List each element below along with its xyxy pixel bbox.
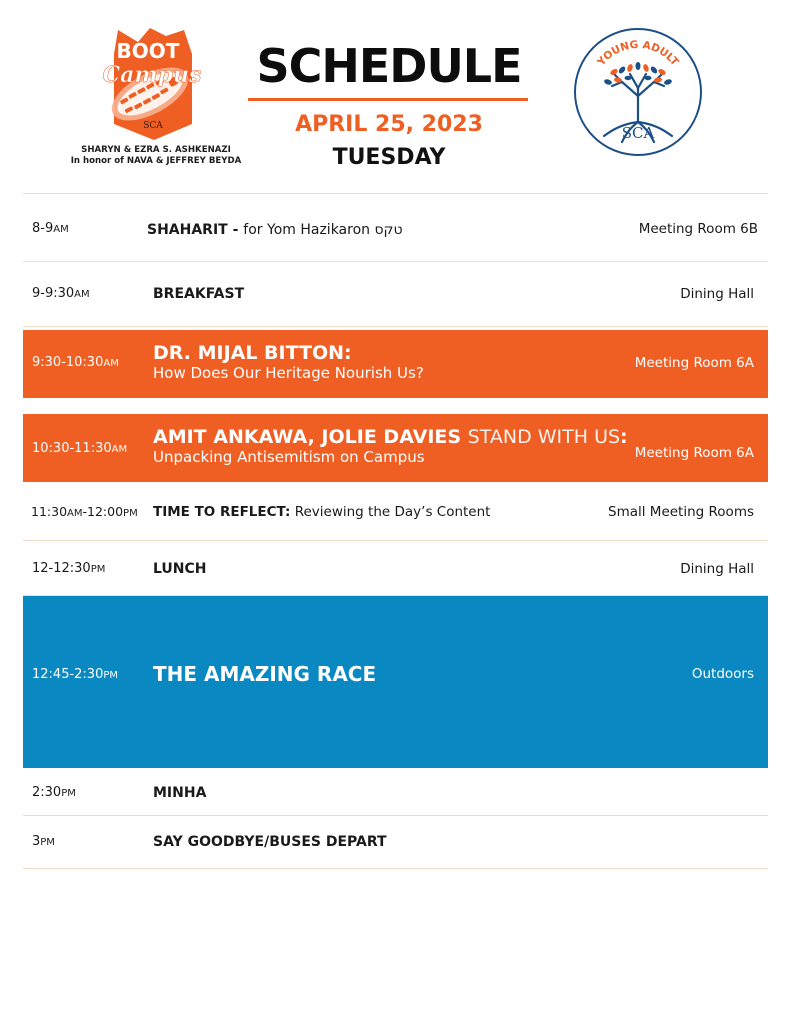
logo-right-mark: SCA [621, 124, 655, 142]
event-day: TUESDAY [332, 145, 446, 170]
row-location: Outdoors [691, 666, 754, 682]
page-title: SCHEDULE [256, 39, 522, 93]
row-event: LUNCH [153, 561, 207, 577]
schedule-row-feature [23, 596, 768, 768]
row-location: Dining Hall [680, 561, 754, 577]
logo-right-arc-text: YOUNG ADULT [595, 38, 681, 69]
sponsor-line-1: SHARYN & EZRA S. ASHKENAZI [81, 145, 231, 155]
title-underline [248, 98, 528, 101]
row-time: 9-9:30AM [32, 286, 90, 301]
row-time: 12-12:30PM [32, 561, 106, 576]
row-time: 9:30-10:30AM [32, 355, 119, 370]
row-event: TIME TO REFLECT: Reviewing the Day’s Content [153, 504, 491, 520]
event-title: AMIT ANKAWA, JOLIE DAVIES STAND WITH US: [153, 426, 628, 448]
event-title: THE AMAZING RACE [153, 662, 377, 686]
sca-young-adult-logo [572, 26, 704, 158]
schedule-row [23, 484, 768, 541]
event-title: DR. MIJAL BITTON: [153, 342, 352, 364]
row-event: BREAKFAST [153, 286, 245, 302]
schedule-row [23, 194, 768, 262]
row-event [153, 342, 424, 382]
row-location: Meeting Room 6A [634, 445, 754, 461]
row-time: 11:30AM-12:00PM [31, 504, 138, 519]
row-location: Meeting Room 6B [638, 221, 758, 237]
row-event [153, 426, 628, 466]
row-location: Dining Hall [680, 286, 754, 302]
event-date: APRIL 25, 2023 [295, 112, 483, 137]
row-location: Meeting Room 6A [634, 355, 754, 371]
row-location: Small Meeting Rooms [608, 504, 754, 520]
schedule-row [23, 816, 768, 869]
schedule-row-highlight [23, 330, 768, 398]
schedule-row [23, 262, 768, 327]
schedule-row [23, 541, 768, 596]
logo-left-line1: BOOT [116, 39, 180, 63]
row-time: 3PM [32, 834, 55, 849]
row-time: 8-9AM [32, 221, 69, 236]
row-time: 10:30-11:30AM [32, 441, 128, 456]
event-subtitle: How Does Our Heritage Nourish Us? [153, 364, 424, 382]
event-subtitle: Unpacking Antisemitism on Campus [153, 448, 425, 466]
row-event: MINHA [153, 785, 207, 801]
sponsor-line-2: In honor of NAVA & JEFFREY BEYDA [70, 156, 242, 166]
logo-left-mark: SCA [143, 121, 163, 131]
row-event: SHAHARIT - טקס for Yom Hazikaron [147, 222, 403, 238]
schedule-row [23, 768, 768, 816]
row-time: 12:45-2:30PM [32, 667, 119, 682]
boot-campus-logo [88, 24, 218, 142]
schedule-row-highlight [23, 414, 768, 482]
logo-left-line2: Campus [102, 62, 202, 88]
row-time: 2:30PM [32, 785, 76, 800]
row-event: SAY GOODBYE/BUSES DEPART [153, 834, 387, 850]
